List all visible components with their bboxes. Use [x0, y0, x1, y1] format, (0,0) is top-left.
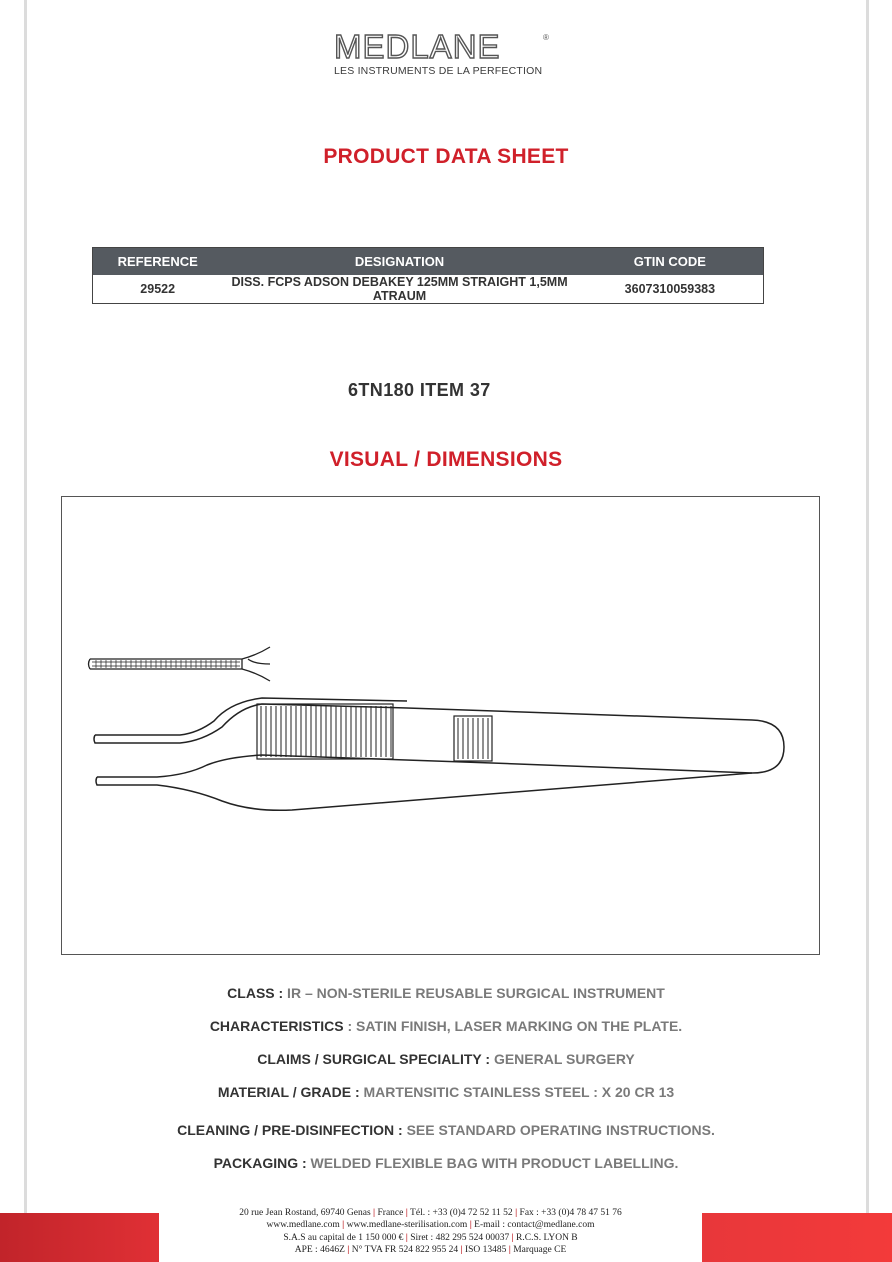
brand-logo [330, 28, 560, 78]
footer-phone: Tél. : +33 (0)4 72 52 11 52 [410, 1208, 513, 1218]
designation-cell: DISS. FCPS ADSON DEBAKEY 125MM STRAIGHT 1,5MM ATRAUM [231, 274, 568, 303]
footer-separator: | [511, 1232, 514, 1243]
footer-separator: | [515, 1208, 518, 1218]
spec-label: MATERIAL / GRADE : [217, 1084, 360, 1100]
company-footer [159, 1207, 702, 1256]
footer-country: France [377, 1208, 404, 1218]
footer-vat: N° TVA FR 524 822 955 24 [351, 1244, 459, 1255]
spec-value: : SATIN FINISH, LASER MARKING ON THE PLATE. [343, 1018, 683, 1034]
medlane-logo-mark [330, 28, 560, 62]
forceps-lower-arm [96, 755, 752, 810]
footer-red-bar-left [0, 1213, 159, 1262]
spec-value: MARTENSITIC STAINLESS STEEL : X 20 CR 13 [359, 1084, 675, 1100]
footer-separator: | [347, 1244, 350, 1255]
footer-separator: | [405, 1208, 408, 1218]
spec-value: SEE STANDARD OPERATING INSTRUCTIONS. [402, 1122, 715, 1138]
footer-separator: | [469, 1220, 472, 1231]
brand-tagline: LES INSTRUMENTS DE LA PERFECTION [334, 65, 543, 77]
spec-label: PACKAGING : [213, 1155, 307, 1171]
reference-cell: 29522 [140, 281, 176, 296]
spec-claims [0, 1051, 892, 1067]
footer-fax: Fax : +33 (0)4 78 47 51 76 [519, 1208, 622, 1218]
footer-registration-line [159, 1244, 702, 1256]
footer-legal-line [159, 1232, 702, 1244]
column-header-reference: REFERENCE [93, 248, 223, 275]
item-code: 6TN180 ITEM 37 [348, 380, 491, 400]
spec-label: CLEANING / PRE-DISINFECTION : [177, 1122, 403, 1138]
spec-packaging [0, 1155, 892, 1171]
registered-mark: ® [543, 33, 549, 42]
table-row [93, 275, 764, 304]
section-title-visual: VISUAL / DIMENSIONS [329, 448, 563, 471]
grip-serration [257, 704, 492, 761]
page-right-edge [866, 0, 869, 1262]
spec-material [0, 1084, 892, 1100]
spec-value: GENERAL SURGERY [490, 1051, 635, 1067]
footer-separator: | [342, 1220, 345, 1231]
footer-red-bar-right [702, 1213, 892, 1262]
footer-rcs: R.C.S. LYON B [516, 1232, 578, 1243]
footer-iso: ISO 13485 [464, 1244, 507, 1255]
footer-ape: APE : 4646Z [294, 1244, 345, 1255]
spec-label: CLAIMS / SURGICAL SPECIALITY : [257, 1051, 491, 1067]
footer-capital: S.A.S au capital de 1 150 000 € [283, 1232, 404, 1243]
brand-name: MEDLANE [334, 28, 501, 62]
footer-siret: Siret : 482 295 524 00037 [410, 1232, 510, 1243]
spec-characteristics [0, 1018, 892, 1034]
footer-sterilisation-link[interactable]: www.medlane-sterilisation.com [346, 1220, 468, 1231]
spec-label: CLASS : [227, 985, 284, 1001]
gtin-cell: 3607310059383 [624, 281, 716, 296]
table-header-row [93, 248, 764, 275]
footer-email-link[interactable]: E-mail : contact@medlane.com [474, 1220, 595, 1231]
footer-separator: | [508, 1244, 511, 1255]
footer-web-line [159, 1219, 702, 1231]
spec-label: CHARACTERISTICS [209, 1018, 344, 1034]
footer-separator: | [460, 1244, 463, 1255]
column-header-gtin: GTIN CODE [577, 248, 764, 275]
forceps-drawing [62, 497, 819, 954]
footer-ce-marking: Marquage CE [513, 1244, 567, 1255]
spec-cleaning [0, 1122, 892, 1138]
footer-separator: | [373, 1208, 376, 1218]
spec-class [0, 985, 892, 1001]
product-visual-frame [61, 496, 820, 955]
spec-value: WELDED FLEXIBLE BAG WITH PRODUCT LABELLING. [306, 1155, 679, 1171]
tip-detail-drawing [89, 647, 271, 681]
footer-separator: | [405, 1232, 408, 1243]
page-left-edge [24, 0, 27, 1262]
spec-value: IR – NON-STERILE REUSABLE SURGICAL INSTRUMENT [283, 985, 665, 1001]
footer-address: 20 rue Jean Rostand, 69740 Genas [239, 1208, 371, 1218]
column-header-designation: DESIGNATION [222, 248, 576, 275]
page-title: PRODUCT DATA SHEET [323, 145, 569, 168]
reference-table [92, 247, 764, 304]
footer-website-link[interactable]: www.medlane.com [266, 1220, 340, 1231]
footer-address-line [159, 1207, 702, 1219]
